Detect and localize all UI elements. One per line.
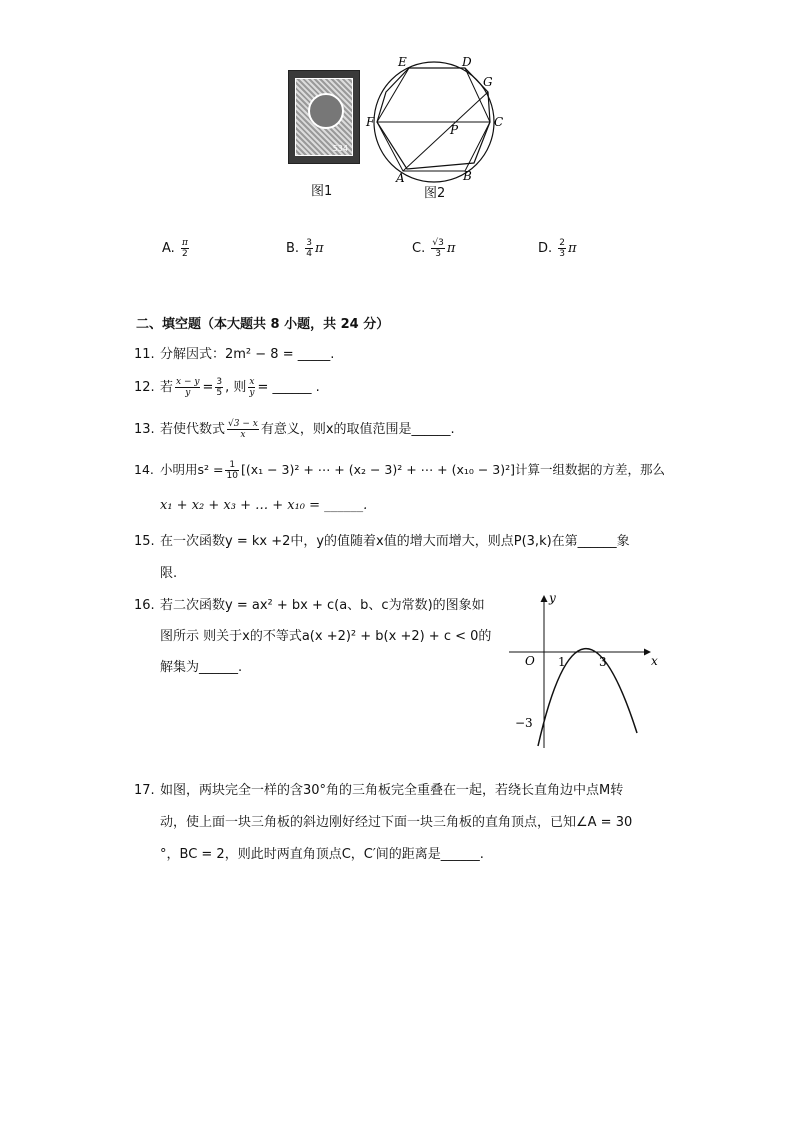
label-b: B — [463, 169, 472, 183]
question-text: 分解因式：2m² − 8 = _____. — [160, 347, 335, 362]
option-b-letter: B. — [286, 241, 300, 256]
question-16-line-3: 解集为______. — [160, 660, 243, 675]
option-d[interactable] — [538, 238, 577, 259]
label-g: G — [483, 75, 493, 89]
fraction-numerator: 1 — [225, 460, 238, 471]
figure-2-caption: 图2 — [424, 186, 446, 201]
question-text: 如图，两块完全一样的含30°角的三角板完全重叠在一起，若绕长直角边中点M转 — [160, 783, 624, 798]
option-c-numerator: √3 — [432, 238, 444, 248]
question-number: 12. — [134, 380, 155, 395]
question-number: 17. — [134, 783, 155, 798]
fraction-x-over-y — [248, 377, 255, 398]
stamp-pattern — [295, 78, 353, 156]
option-b-denominator: 4 — [306, 249, 312, 259]
fraction-sqrt-expression — [227, 419, 259, 440]
question-text: 若二次函数y = ax² + bx + c(a、b、c为常数)的图象如 — [160, 598, 485, 613]
option-d-fraction — [558, 238, 566, 259]
option-d-pi: π — [568, 241, 577, 256]
option-a-denominator: 2 — [182, 249, 188, 259]
question-number: 14. — [134, 462, 154, 477]
option-c[interactable] — [412, 238, 455, 259]
fraction-3-over-5 — [215, 377, 223, 398]
origin-label: O — [525, 654, 535, 668]
stamp-image — [288, 70, 360, 164]
option-c-letter: C. — [412, 241, 426, 256]
question-14-line-2: x₁ + x₂ + x₃ + … + x₁₀ = ______. — [160, 498, 368, 513]
fraction-numerator: x − y — [176, 377, 200, 387]
option-d-denominator: 3 — [559, 249, 566, 259]
tick-label-1: 1 — [558, 655, 566, 669]
option-c-denominator: 3 — [435, 249, 441, 259]
label-a: A — [396, 171, 405, 184]
option-d-numerator: 2 — [559, 238, 566, 248]
stamp-value: 534 — [332, 144, 348, 153]
question-17 — [134, 779, 623, 798]
figure-1-caption: 图1 — [311, 184, 333, 199]
label-e: E — [398, 55, 407, 69]
fraction-denominator: x — [240, 430, 246, 440]
option-c-fraction — [431, 238, 444, 259]
fraction-denominator: 5 — [216, 388, 223, 398]
fraction-denominator: y — [185, 388, 191, 398]
question-suffix: = ______ . — [257, 380, 320, 395]
fraction-numerator: 3 — [216, 377, 223, 387]
option-a[interactable] — [162, 238, 191, 259]
label-c: C — [494, 115, 504, 129]
option-c-pi: π — [446, 241, 456, 256]
stamp-dial — [308, 93, 344, 129]
label-p: P — [450, 123, 459, 137]
tick-label-3: 3 — [599, 655, 607, 669]
y-axis-label: y — [549, 591, 556, 605]
question-15 — [134, 530, 630, 549]
option-b-fraction — [305, 238, 313, 259]
question-16-line-2: 图所示 则关于x的不等式a(x +2)² + b(x +2) + c < 0的 — [160, 629, 492, 644]
option-a-numerator: π — [181, 238, 188, 248]
label-f: F — [366, 115, 375, 129]
label-d: D — [462, 55, 472, 69]
fraction-1-over-10 — [225, 460, 238, 481]
question-number: 13. — [134, 422, 155, 437]
option-b-pi: π — [314, 241, 324, 256]
fraction-x-minus-y-over-y — [175, 377, 200, 398]
question-13 — [134, 418, 455, 440]
equals-sign: = — [202, 380, 214, 395]
question-12 — [134, 376, 320, 398]
question-15-line-2: 限. — [160, 566, 178, 581]
fraction-numerator: x — [249, 377, 255, 387]
question-formula: [(x₁ − 3)² + ⋯ + (x₂ − 3)² + ⋯ + (x₁₀ − 3)²]计算一组数据的方差，那么 — [240, 462, 666, 477]
question-11 — [134, 343, 334, 362]
fraction-denominator: y — [249, 388, 255, 398]
question-number: 16. — [134, 598, 155, 613]
question-17-line-3: °，BC = 2，则此时两直角顶点C，C′间的距离是______. — [160, 847, 484, 862]
fraction-numerator: √3 − x — [228, 419, 258, 429]
parabola-graph — [505, 588, 665, 750]
question-text: 在一次函数y = kx +2中，y的值随着x值的增大而增大，则点P(3,k)在第______象 — [160, 534, 630, 549]
octagon-figure — [362, 54, 510, 184]
question-number: 15. — [134, 534, 155, 549]
question-16 — [134, 594, 485, 613]
question-prefix: 小明用s² = — [160, 462, 224, 477]
option-a-letter: A. — [162, 241, 175, 256]
option-d-letter: D. — [538, 241, 553, 256]
option-b-numerator: 3 — [306, 238, 312, 248]
option-b[interactable] — [286, 238, 323, 259]
question-14 — [134, 460, 665, 481]
x-axis-label: x — [651, 654, 658, 668]
question-suffix: 有意义，则x的取值范围是______. — [260, 422, 455, 437]
parabola-curve — [538, 649, 637, 746]
question-number: 11. — [134, 347, 155, 362]
option-a-fraction — [181, 238, 189, 259]
question-connector: , 则 — [225, 380, 247, 395]
question-17-line-2: 动，使上面一块三角板的斜边刚好经过下面一块三角板的直角顶点，已知∠A = 30 — [160, 815, 633, 830]
tick-label-neg3: −3 — [515, 716, 533, 730]
question-prefix: 若 — [160, 380, 174, 395]
question-prefix: 若使代数式 — [160, 422, 226, 437]
fraction-denominator: 10 — [226, 471, 238, 481]
section-title: 二、填空题（本大题共 8 小题，共 24 分） — [136, 317, 390, 332]
